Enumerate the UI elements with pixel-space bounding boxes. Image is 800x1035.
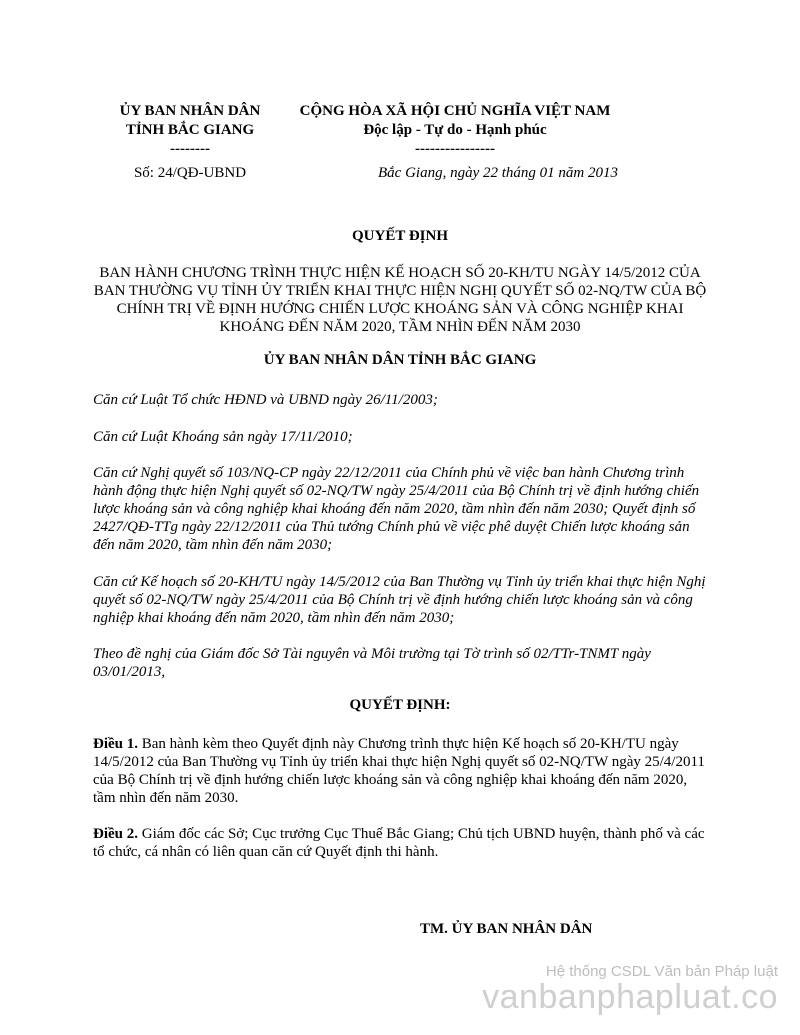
signature-block: TM. ỦY BAN NHÂN DÂN — [420, 921, 593, 937]
legal-basis-item: Căn cứ Nghị quyết số 103/NQ-CP ngày 22/12/2011 của Chính phủ về việc ban hành Chương trình hành động thực hiện Nghị quyết số 02-NQ/TW ngày 25/4/2011 của Bộ Chính trị về định hướng chiến lược khoáng sản và công nghiệp khai khoáng đến năm 2020, tầm nhìn đến năm 2030; Quyết định số 2427/QĐ-TTg ngày 22/12/2011 của Thủ tướng Chính phủ về việc phê duyệt Chiến lược khoáng sản đến năm 2020, tầm nhìn đến năm 2030; — [93, 465, 700, 553]
legal-basis-item: Căn cứ Kế hoạch số 20-KH/TU ngày 14/5/2012 của Ban Thường vụ Tỉnh ủy triển khai thực hiện Nghị quyết số 02-NQ/TW ngày 25/4/2011 của Bộ Chính trị về định hướng chiến lược khoáng sản và công nghiệp khai khoáng đến năm 2020, tầm nhìn đến năm 2030; — [93, 574, 706, 626]
article-2 — [93, 825, 713, 861]
document-number: Số: 24/QĐ-UBND — [133, 165, 247, 181]
article-1 — [93, 735, 713, 807]
article-1-label: Điều 1. — [93, 736, 138, 752]
authority-divider: -------- — [170, 141, 210, 157]
national-motto: Độc lập - Tự do - Hạnh phúc — [363, 122, 547, 138]
article-1-text: Ban hành kèm theo Quyết định này Chương trình thực hiện Kế hoạch số 20-KH/TU ngày 14/5/2012 của Ban Thường vụ Tỉnh ủy triển khai thực hiện Nghị quyết số 02-NQ/TW ngày 25/4/2011 của Bộ Chính trị về định hướng chiến lược khoáng sản và công nghiệp khai khoáng đến năm 2020, tầm nhìn đến năm 2030. — [93, 736, 705, 806]
document-subtitle: BAN HÀNH CHƯƠNG TRÌNH THỰC HIỆN KẾ HOẠCH SỐ 20-KH/TU NGÀY 14/5/2012 CỦA BAN THƯỜNG VỤ TỈNH ỦY TRIỂN KHAI THỰC HIỆN NGHỊ QUYẾT SỐ 02-NQ/TW CỦA BỘ CHÍNH TRỊ VỀ ĐỊNH HƯỚNG CHIẾN LƯỢC KHOÁNG SẢN VÀ CÔNG NGHIỆP KHAI KHOÁNG ĐẾN NĂM 2020, TẦM NHÌN ĐẾN NĂM 2030 — [93, 265, 707, 335]
authority-line-1: ỦY BAN NHÂN DÂN — [119, 103, 261, 119]
place-and-date: Bắc Giang, ngày 22 tháng 01 năm 2013 — [378, 165, 618, 181]
motto-divider: ---------------- — [415, 141, 495, 157]
legal-basis-item: Căn cứ Luật Tổ chức HĐND và UBND ngày 26/11/2003; — [93, 392, 438, 408]
issuing-authority — [90, 102, 290, 159]
decision-heading: QUYẾT ĐỊNH: — [349, 697, 451, 713]
legal-basis-item: Căn cứ Luật Khoáng sản ngày 17/11/2010; — [93, 429, 353, 445]
article-2-text: Giám đốc các Sở; Cục trưởng Cục Thuế Bắc Giang; Chủ tịch UBND huyện, thành phố và các tổ chức, cá nhân có liên quan căn cứ Quyết định thi hành. — [93, 826, 705, 860]
authority-line-2: TỈNH BẮC GIANG — [125, 122, 255, 138]
national-title — [285, 102, 625, 159]
legal-basis-item: Theo đề nghị của Giám đốc Sở Tài nguyên và Môi trường tại Tờ trình số 02/TTr-TNMT ngày 03/01/2013, — [93, 646, 651, 680]
nation-name: CỘNG HÒA XÃ HỘI CHỦ NGHĨA VIỆT NAM — [299, 103, 611, 119]
document-title: QUYẾT ĐỊNH — [352, 228, 448, 244]
watermark-site: vanbanphapluat.co — [482, 978, 778, 1016]
council-name: ỦY BAN NHÂN DÂN TỈNH BẮC GIANG — [263, 352, 537, 368]
article-2-label: Điều 2. — [93, 826, 138, 842]
watermark-caption: Hệ thống CSDL Văn bản Pháp luật — [545, 963, 778, 980]
